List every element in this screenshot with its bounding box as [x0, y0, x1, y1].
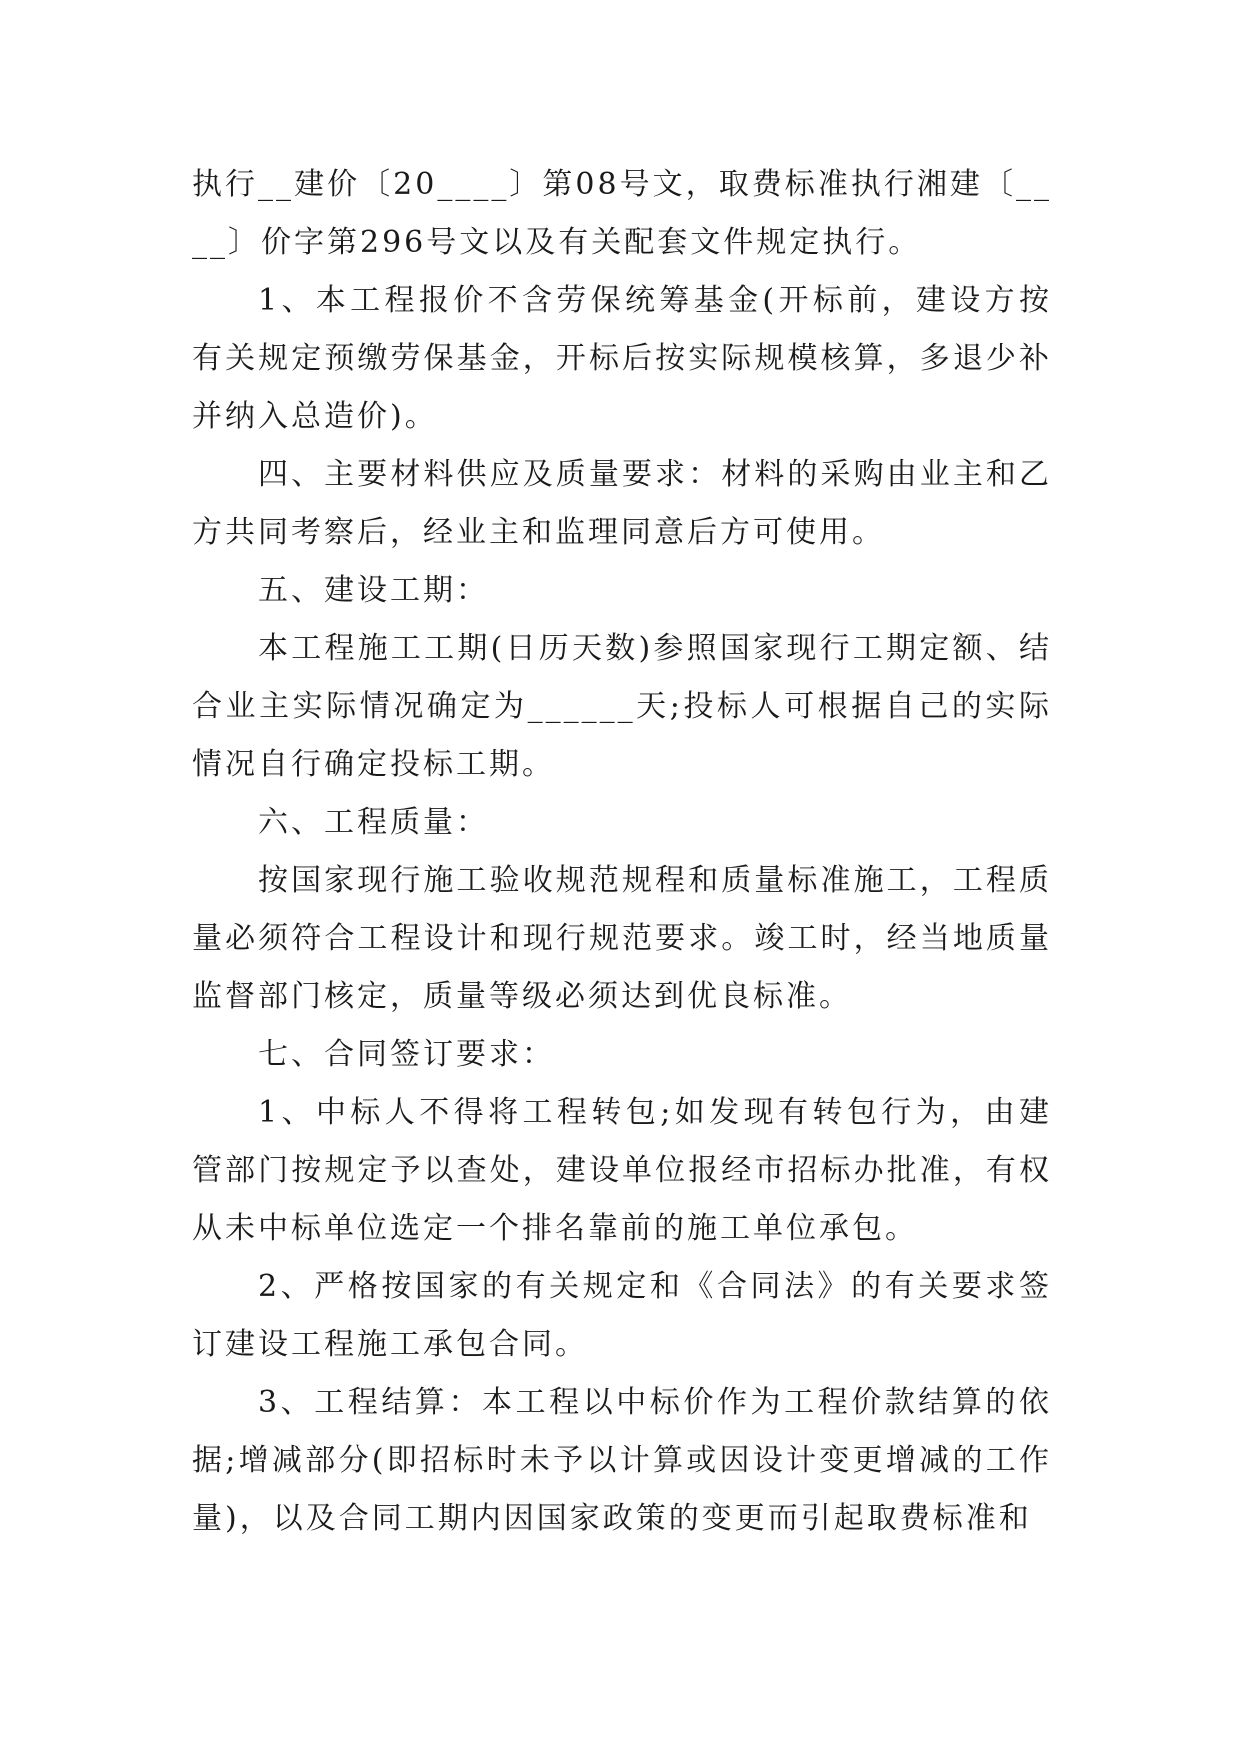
paragraph-no-subcontract: 1、中标人不得将工程转包;如发现有转包行为，由建管部门按规定予以查处，建设单位报经市招标办批准，有权从未中标单位选定一个排名靠前的施工单位承包。 [192, 1095, 1052, 1246]
paragraph-settlement: 3、工程结算：本工程以中标价作为工程价款结算的依据;增减部分(即招标时未予以计算或因设计变更增减的工作量)，以及合同工期内因国家政策的变更而引起取费标准和 [192, 1385, 1052, 1536]
paragraph-pricing-basis: 执行__建价〔20____〕第08号文，取费标准执行湘建〔____〕价字第296号文以及有关配套文件规定执行。 [192, 167, 1052, 260]
paragraph-project-quality: 按国家现行施工验收规范规程和质量标准施工，工程质量必须符合工程设计和现行规范要求。竣工时，经当地质量监督部门核定，质量等级必须达到优良标准。 [192, 863, 1052, 1014]
document-body [192, 156, 1052, 1548]
heading-contract-requirements: 七、合同签订要求： [258, 1037, 555, 1072]
paragraph-construction-period: 本工程施工工期(日历天数)参照国家现行工期定额、结合业主实际情况确定为______天;投标人可根据自己的实际情况自行确定投标工期。 [192, 631, 1052, 782]
paragraph-contract-law: 2、严格按国家的有关规定和《合同法》的有关要求签订建设工程施工承包合同。 [192, 1269, 1052, 1362]
heading-construction-period: 五、建设工期： [258, 573, 489, 608]
paragraph-labor-insurance: 1、本工程报价不含劳保统筹基金(开标前，建设方按有关规定预缴劳保基金，开标后按实际规模核算，多退少补并纳入总造价)。 [192, 283, 1052, 434]
heading-project-quality: 六、工程质量： [258, 805, 489, 840]
paragraph-material-supply: 四、主要材料供应及质量要求：材料的采购由业主和乙方共同考察后，经业主和监理同意后方可使用。 [192, 457, 1052, 550]
